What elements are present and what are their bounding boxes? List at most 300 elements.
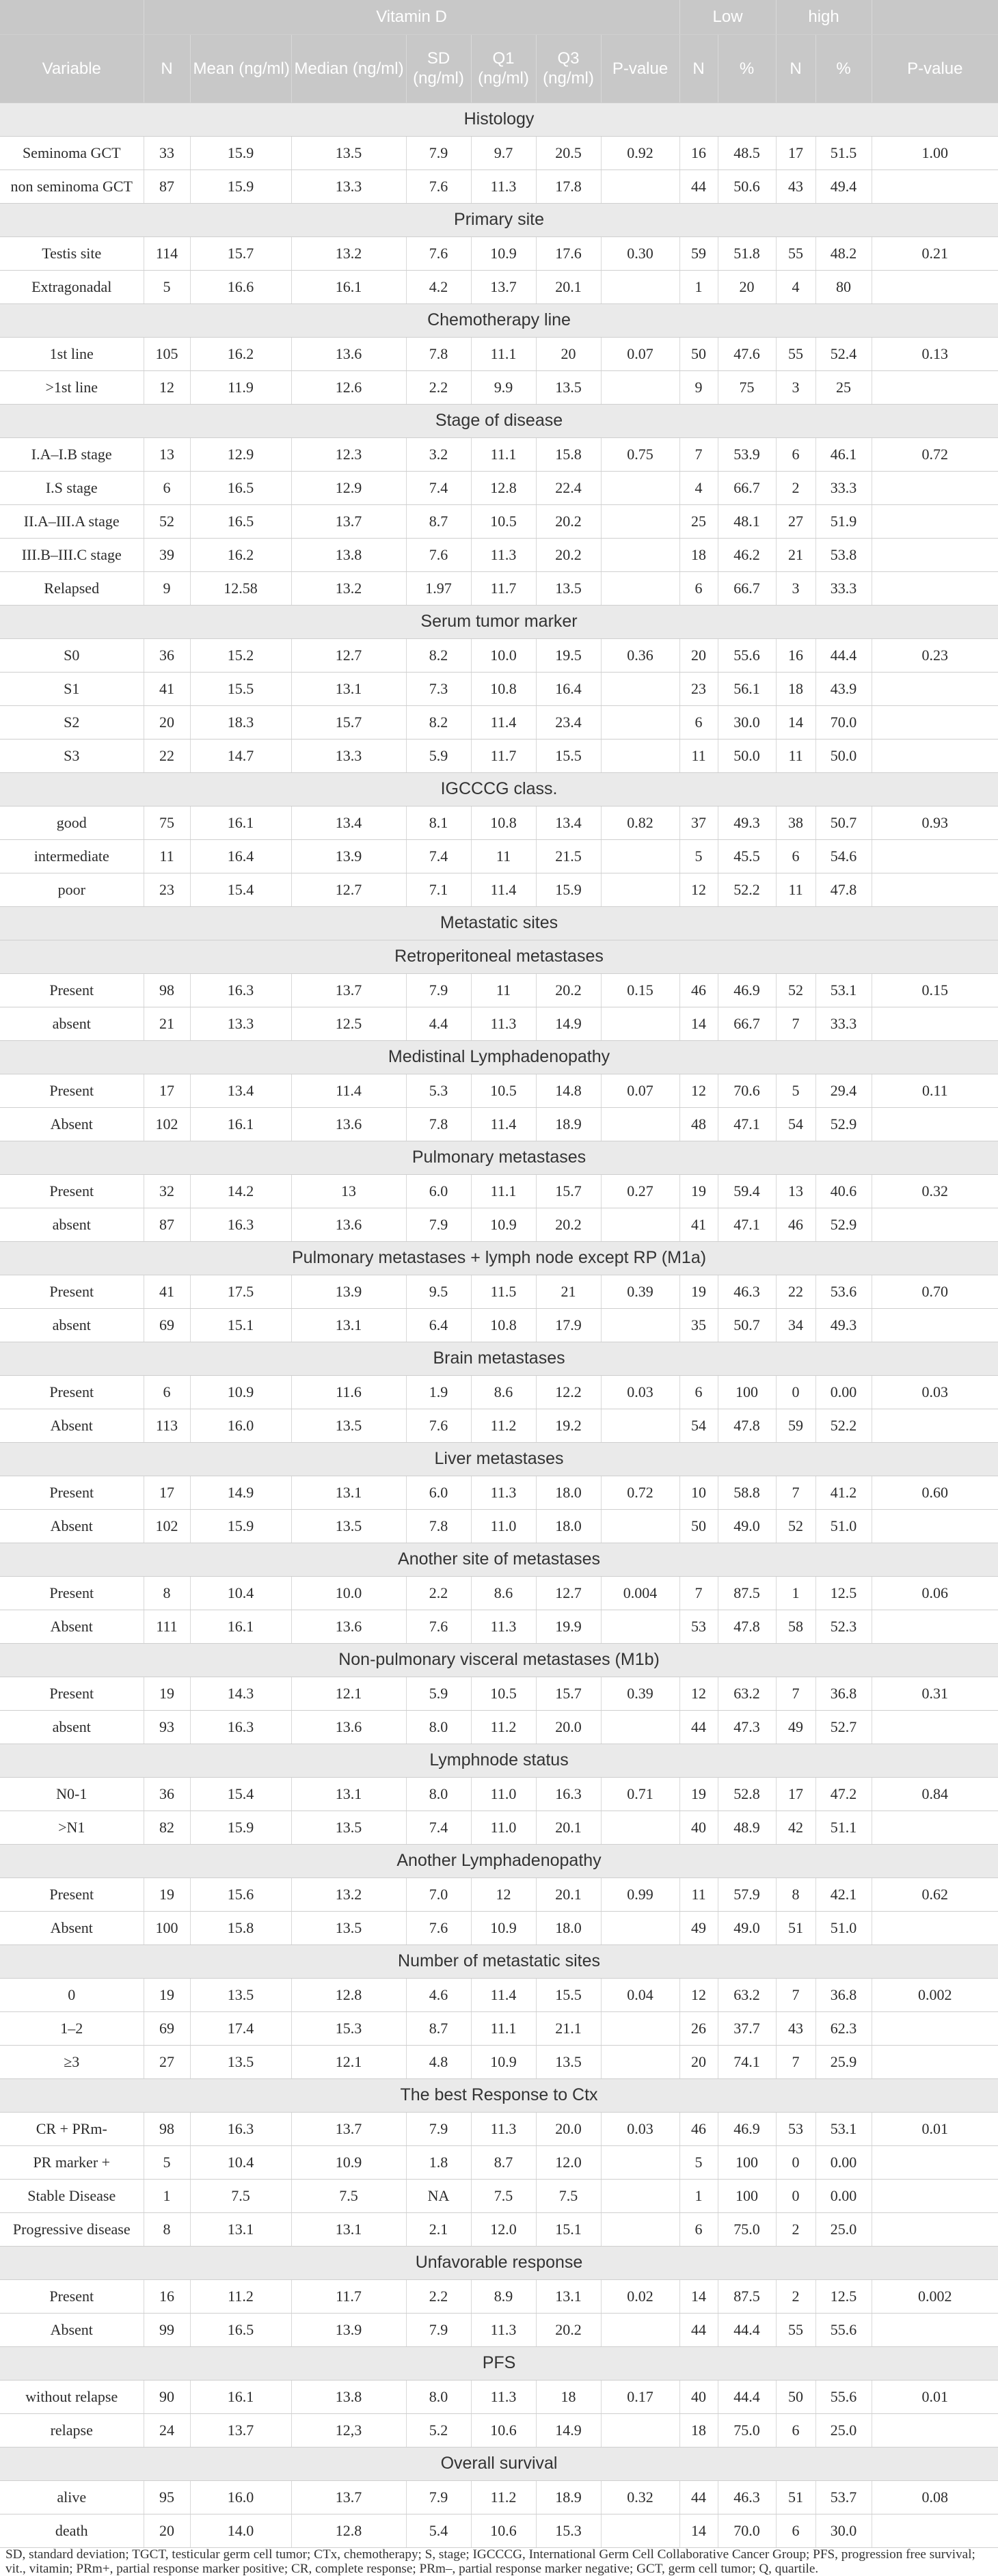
row-label: 0 [0, 1978, 144, 2011]
table-cell: 9.5 [406, 1275, 471, 1308]
table-cell: 18.9 [536, 1107, 601, 1141]
table-cell: 3.2 [406, 437, 471, 471]
table-cell: 23.4 [536, 705, 601, 739]
table-cell: 11.3 [471, 2313, 536, 2346]
table-cell: 4 [776, 270, 815, 303]
table-cell: 0.00 [815, 2179, 872, 2212]
section-label: Pulmonary metastases + lymph node except RP (M1a) [0, 1241, 998, 1275]
table-cell: 0.99 [601, 1877, 679, 1911]
table-cell: 11.0 [471, 1509, 536, 1543]
table-cell: 12 [679, 1978, 718, 2011]
table-cell: 12 [679, 873, 718, 906]
section-label: Liver metastases [0, 1442, 998, 1476]
table-cell: 11.3 [471, 2380, 536, 2413]
table-cell: 29.4 [815, 1074, 872, 1107]
table-cell [601, 370, 679, 404]
table-cell: 12.2 [536, 1375, 601, 1409]
table-cell: 0.70 [872, 1275, 998, 1308]
table-cell: 20.0 [536, 2112, 601, 2145]
table-cell: 0.27 [601, 1174, 679, 1208]
column-header: N [144, 34, 190, 103]
table-cell: 20 [144, 705, 190, 739]
row-label: Present [0, 973, 144, 1007]
table-cell: 16.2 [190, 337, 291, 370]
table-cell: 46.2 [718, 538, 776, 571]
table-cell: 53 [776, 2112, 815, 2145]
row-label: N0-1 [0, 1777, 144, 1811]
row-label: II.A–III.A stage [0, 504, 144, 538]
table-cell: 8.6 [471, 1375, 536, 1409]
table-cell: 14.9 [536, 1007, 601, 1040]
table-cell: 19.9 [536, 1610, 601, 1643]
table-row [0, 1308, 998, 1342]
table-cell: 13.5 [291, 1409, 406, 1442]
table-cell: 13.7 [291, 2480, 406, 2514]
table-cell: 0.15 [872, 973, 998, 1007]
table-cell: 8.0 [406, 1777, 471, 1811]
table-cell: 19 [144, 1978, 190, 2011]
table-cell: 13.4 [536, 806, 601, 839]
table-cell: 75 [718, 370, 776, 404]
table-cell: 16.5 [190, 471, 291, 504]
table-cell: 16.3 [536, 1777, 601, 1811]
table-row [0, 638, 998, 672]
table-row [0, 2145, 998, 2179]
table-cell: 47.6 [718, 337, 776, 370]
table-cell: 70.0 [718, 2514, 776, 2547]
table-cell: 10.8 [471, 672, 536, 705]
table-cell: 95 [144, 2480, 190, 2514]
table-cell: 13.3 [190, 1007, 291, 1040]
section-label: Stage of disease [0, 404, 998, 437]
table-cell: 2.2 [406, 2279, 471, 2313]
table-cell: 8.2 [406, 638, 471, 672]
table-cell: 46 [679, 2112, 718, 2145]
table-cell: 100 [718, 2145, 776, 2179]
table-cell: 18.0 [536, 1911, 601, 1944]
table-cell [601, 839, 679, 873]
table-cell: 25.9 [815, 2045, 872, 2078]
table-cell [601, 2011, 679, 2045]
table-cell: 2 [776, 471, 815, 504]
table-cell: 0.60 [872, 1476, 998, 1509]
table-cell: 34 [776, 1308, 815, 1342]
table-cell: 12.0 [536, 2145, 601, 2179]
row-label: Absent [0, 1911, 144, 1944]
row-label: Testis site [0, 236, 144, 270]
row-label: Absent [0, 1409, 144, 1442]
row-label: 1–2 [0, 2011, 144, 2045]
section-label: Non-pulmonary visceral metastases (M1b) [0, 1643, 998, 1677]
table-cell: 11.4 [471, 1107, 536, 1141]
table-cell: 51.5 [815, 136, 872, 170]
table-cell: 5 [679, 2145, 718, 2179]
header-group-high: high [776, 0, 872, 34]
section-label: PFS [0, 2346, 998, 2380]
table-cell [872, 1208, 998, 1241]
table-row [0, 2011, 998, 2045]
table-cell [601, 2179, 679, 2212]
table-row [0, 1007, 998, 1040]
table-cell: 54.6 [815, 839, 872, 873]
table-cell: 13.1 [291, 1777, 406, 1811]
table-cell: 10.4 [190, 2145, 291, 2179]
table-cell: 5.9 [406, 739, 471, 772]
header-blank [0, 0, 144, 34]
column-header: Mean (ng/ml) [190, 34, 291, 103]
table-cell: 70.6 [718, 1074, 776, 1107]
table-cell: 53 [679, 1610, 718, 1643]
table-cell: 15.4 [190, 1777, 291, 1811]
table-cell: 7.4 [406, 471, 471, 504]
section-row [0, 1844, 998, 1877]
section-row [0, 1141, 998, 1174]
table-cell: 7 [776, 1677, 815, 1710]
section-row [0, 940, 998, 973]
table-cell: 12.6 [291, 370, 406, 404]
table-cell: 7.8 [406, 337, 471, 370]
table-cell [601, 1107, 679, 1141]
table-cell: 8.6 [471, 1576, 536, 1610]
table-cell: 7.1 [406, 873, 471, 906]
table-row [0, 739, 998, 772]
table-cell: 50 [679, 337, 718, 370]
section-label: Number of metastatic sites [0, 1944, 998, 1978]
table-cell: 15.5 [536, 1978, 601, 2011]
table-cell: 0.04 [601, 1978, 679, 2011]
table-cell: 35 [679, 1308, 718, 1342]
table-cell: 5.4 [406, 2514, 471, 2547]
table-cell: 7.6 [406, 1610, 471, 1643]
table-cell: 19 [679, 1275, 718, 1308]
table-cell: 46.1 [815, 437, 872, 471]
section-label: IGCCCG class. [0, 772, 998, 806]
table-cell: 12.5 [815, 1576, 872, 1610]
table-cell: 7 [776, 1476, 815, 1509]
table-row [0, 839, 998, 873]
row-label: Absent [0, 1107, 144, 1141]
table-cell: 10.0 [471, 638, 536, 672]
table-cell [872, 1710, 998, 1744]
table-row [0, 2480, 998, 2514]
table-cell: 15.7 [536, 1677, 601, 1710]
table-cell: 16.1 [190, 2380, 291, 2413]
table-cell: 16.3 [190, 1710, 291, 1744]
table-cell: 13.7 [471, 270, 536, 303]
table-cell [872, 471, 998, 504]
table-cell: 33.3 [815, 1007, 872, 1040]
table-cell: 21 [536, 1275, 601, 1308]
row-label: Stable Disease [0, 2179, 144, 2212]
table-cell: 15.5 [190, 672, 291, 705]
section-label: Histology [0, 103, 998, 136]
table-cell: 105 [144, 337, 190, 370]
section-label: Brain metastases [0, 1342, 998, 1375]
row-label: good [0, 806, 144, 839]
table-cell: 7.6 [406, 170, 471, 203]
table-cell: 51.8 [718, 236, 776, 270]
table-cell: 48.9 [718, 1811, 776, 1844]
table-cell [872, 1911, 998, 1944]
table-cell: 8.7 [406, 504, 471, 538]
table-cell: 20.2 [536, 538, 601, 571]
table-cell: 12.9 [190, 437, 291, 471]
table-cell: 17.5 [190, 1275, 291, 1308]
table-cell [601, 2514, 679, 2547]
table-cell: 0 [776, 2145, 815, 2179]
table-cell: 11 [144, 839, 190, 873]
table-cell: 52.3 [815, 1610, 872, 1643]
table-cell: 44.4 [815, 638, 872, 672]
table-cell: 10.4 [190, 1576, 291, 1610]
table-cell: 8.7 [406, 2011, 471, 2045]
table-cell: 40 [679, 1811, 718, 1844]
table-cell: 43.9 [815, 672, 872, 705]
table-cell: 1 [679, 270, 718, 303]
table-cell [601, 538, 679, 571]
table-cell: 15.7 [190, 236, 291, 270]
table-cell: 13.7 [190, 2413, 291, 2447]
table-cell: 52.9 [815, 1107, 872, 1141]
table-cell: 47.1 [718, 1208, 776, 1241]
table-cell [872, 873, 998, 906]
table-cell: 1.9 [406, 1375, 471, 1409]
row-label: Seminoma GCT [0, 136, 144, 170]
table-cell: 13.8 [291, 538, 406, 571]
row-label: S0 [0, 638, 144, 672]
section-row [0, 1040, 998, 1074]
table-cell: 46.9 [718, 2112, 776, 2145]
table-cell: 15.7 [536, 1174, 601, 1208]
table-cell: 0.92 [601, 136, 679, 170]
table-cell: 2 [776, 2212, 815, 2246]
table-cell: 16.1 [291, 270, 406, 303]
table-cell: 46.3 [718, 2480, 776, 2514]
table-cell: 24 [144, 2413, 190, 2447]
table-cell: 7.6 [406, 1409, 471, 1442]
table-cell: 12.0 [471, 2212, 536, 2246]
table-cell: 32 [144, 1174, 190, 1208]
table-cell: 52.2 [815, 1409, 872, 1442]
row-label: Present [0, 1877, 144, 1911]
table-cell: 100 [144, 1911, 190, 1944]
table-cell: 3 [776, 571, 815, 605]
section-label: Overall survival [0, 2447, 998, 2480]
table-cell: 56.1 [718, 672, 776, 705]
table-cell: 0.62 [872, 1877, 998, 1911]
table-cell: 41 [144, 672, 190, 705]
table-cell: 16 [144, 2279, 190, 2313]
table-cell: 11.3 [471, 2112, 536, 2145]
table-cell: 19.5 [536, 638, 601, 672]
table-cell: 49.3 [718, 806, 776, 839]
section-label: Unfavorable response [0, 2246, 998, 2279]
table-row [0, 2279, 998, 2313]
table-cell: 19 [144, 1877, 190, 1911]
table-cell: 11 [471, 839, 536, 873]
table-cell: 11.3 [471, 1476, 536, 1509]
table-cell: 13.5 [291, 1911, 406, 1944]
row-label: I.A–I.B stage [0, 437, 144, 471]
table-cell: 48.1 [718, 504, 776, 538]
table-cell: 2.2 [406, 370, 471, 404]
table-cell: 12 [679, 1677, 718, 1710]
table-cell: 46 [776, 1208, 815, 1241]
table-cell [601, 1509, 679, 1543]
table-cell: 16.4 [190, 839, 291, 873]
table-cell: 11.1 [471, 1174, 536, 1208]
table-cell: 11.4 [471, 1978, 536, 2011]
table-cell: 13.1 [291, 672, 406, 705]
table-cell: 14 [679, 2514, 718, 2547]
table-cell: 12.5 [291, 1007, 406, 1040]
table-cell: 23 [679, 672, 718, 705]
table-cell: 7.5 [471, 2179, 536, 2212]
table-cell: 100 [718, 1375, 776, 1409]
table-cell: 12 [679, 1074, 718, 1107]
row-label: PR marker + [0, 2145, 144, 2179]
table-cell: 47.2 [815, 1777, 872, 1811]
table-body [0, 103, 998, 2547]
row-label: S3 [0, 739, 144, 772]
table-cell: 87 [144, 1208, 190, 1241]
table-row [0, 170, 998, 203]
table-cell: 98 [144, 973, 190, 1007]
table-cell [601, 739, 679, 772]
table-cell: 7 [776, 1978, 815, 2011]
row-label: death [0, 2514, 144, 2547]
table-cell: 47.1 [718, 1107, 776, 1141]
table-cell: 113 [144, 1409, 190, 1442]
table-cell [601, 2145, 679, 2179]
section-row [0, 2447, 998, 2480]
table-cell: 13.4 [291, 806, 406, 839]
table-row [0, 1375, 998, 1409]
table-cell: 1.8 [406, 2145, 471, 2179]
table-cell: 20.2 [536, 2313, 601, 2346]
table-cell: 63.2 [718, 1677, 776, 1710]
table-cell: 11.4 [291, 1074, 406, 1107]
table-cell: 8.7 [471, 2145, 536, 2179]
table-cell: 10 [679, 1476, 718, 1509]
table-cell [872, 2313, 998, 2346]
table-cell: 0.84 [872, 1777, 998, 1811]
table-cell: 2.2 [406, 1576, 471, 1610]
header-group-row [0, 0, 998, 34]
table-cell: 0.82 [601, 806, 679, 839]
table-cell: 4 [679, 471, 718, 504]
table-cell: 13.6 [291, 337, 406, 370]
table-cell [601, 504, 679, 538]
table-cell: 0 [776, 2179, 815, 2212]
table-cell: 14.0 [190, 2514, 291, 2547]
table-cell: 48.5 [718, 136, 776, 170]
row-label: relapse [0, 2413, 144, 2447]
section-label: Retroperitoneal metastases [0, 940, 998, 973]
section-row [0, 1543, 998, 1576]
table-cell: 22 [144, 739, 190, 772]
table-cell [601, 1308, 679, 1342]
table-cell: 6 [776, 839, 815, 873]
table-cell: 13.3 [291, 170, 406, 203]
table-cell: 18 [536, 2380, 601, 2413]
table-cell: 55 [776, 2313, 815, 2346]
row-label: absent [0, 1710, 144, 1744]
table-cell [872, 571, 998, 605]
table-cell: 3 [776, 370, 815, 404]
table-cell: 15.8 [190, 1911, 291, 1944]
table-cell: 12 [144, 370, 190, 404]
table-cell: 13.1 [190, 2212, 291, 2246]
section-row [0, 605, 998, 638]
row-label: >1st line [0, 370, 144, 404]
table-cell [601, 672, 679, 705]
table-cell: 20.2 [536, 1208, 601, 1241]
table-cell: 10.9 [471, 1911, 536, 1944]
table-cell: 49.0 [718, 1911, 776, 1944]
table-cell: 6 [776, 437, 815, 471]
table-cell: 7.5 [291, 2179, 406, 2212]
table-cell: 17.9 [536, 1308, 601, 1342]
table-cell [872, 1610, 998, 1643]
table-row [0, 2212, 998, 2246]
section-row [0, 1944, 998, 1978]
table-cell: 15.6 [190, 1877, 291, 1911]
table-cell: 11 [776, 873, 815, 906]
table-cell: 0.72 [872, 437, 998, 471]
table-cell: 10.9 [471, 236, 536, 270]
table-cell [872, 1308, 998, 1342]
table-cell: 13.7 [291, 504, 406, 538]
table-cell: 57.9 [718, 1877, 776, 1911]
table-cell [601, 1710, 679, 1744]
table-cell: 16.2 [190, 538, 291, 571]
section-label: Pulmonary metastases [0, 1141, 998, 1174]
table-cell: 6 [679, 571, 718, 605]
table-cell: 18.0 [536, 1476, 601, 1509]
table-cell: 12.7 [291, 638, 406, 672]
column-header: N [679, 34, 718, 103]
table-cell: 51.1 [815, 1811, 872, 1844]
table-row [0, 806, 998, 839]
table-cell: 13.7 [291, 973, 406, 1007]
table-cell: 102 [144, 1509, 190, 1543]
table-cell: 44.4 [718, 2380, 776, 2413]
table-cell: 59 [679, 236, 718, 270]
table-cell: 11.7 [471, 739, 536, 772]
table-cell: 14 [776, 705, 815, 739]
table-cell: 15.1 [190, 1308, 291, 1342]
row-label: Present [0, 2279, 144, 2313]
table-cell: 44.4 [718, 2313, 776, 2346]
table-cell: 20.1 [536, 1811, 601, 1844]
table-cell: 13.5 [536, 370, 601, 404]
table-cell: 13.5 [291, 1811, 406, 1844]
table-cell: 40.6 [815, 1174, 872, 1208]
table-row [0, 1710, 998, 1744]
table-cell: 11.3 [471, 170, 536, 203]
table-cell: 0.36 [601, 638, 679, 672]
table-cell: 18.0 [536, 1509, 601, 1543]
table-cell: 14.2 [190, 1174, 291, 1208]
table-cell: 7.5 [190, 2179, 291, 2212]
table-cell [872, 672, 998, 705]
table-cell: 0.32 [601, 2480, 679, 2514]
table-cell [601, 2313, 679, 2346]
table-cell: 25 [679, 504, 718, 538]
table-cell: 5 [776, 1074, 815, 1107]
table-cell: 13.1 [536, 2279, 601, 2313]
